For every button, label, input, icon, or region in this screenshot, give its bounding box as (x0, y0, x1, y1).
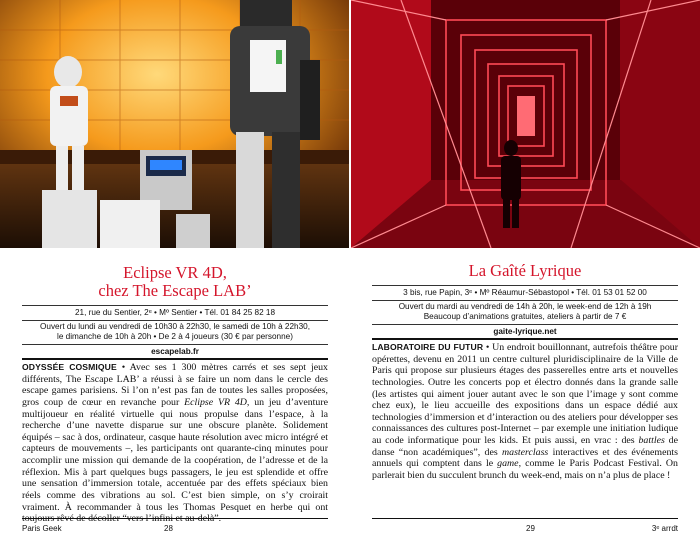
footer-rule (372, 518, 678, 519)
review-part: , comme le Paris Podcast Festival. On parlerait bien du succulent brunch du week-end, mais on n’a plus de place ! (372, 458, 678, 481)
venue-website[interactable]: gaite-lyrique.net (372, 324, 678, 339)
review-text (372, 342, 678, 482)
section-rule (372, 338, 678, 340)
page-number-left: 28 (164, 524, 173, 533)
hours-line: Ouvert du mardi au vendredi de 14h à 20h, le week-end de 12h à 19h (398, 301, 652, 311)
venue-hours (372, 300, 678, 324)
review-lead: LABORATOIRE DU FUTUR (372, 342, 484, 352)
hours-line: Ouvert du lundi au vendredi de 10h30 à 22h30, le samedi de 10h à 22h30, (40, 321, 310, 331)
review-emphasis: Eclipse VR 4D (184, 396, 247, 408)
venue-eclipse-vr (22, 248, 328, 525)
photo-eclipse-vr (0, 0, 349, 248)
footer-book-title: Paris Geek (22, 524, 62, 533)
review-emphasis: battles (638, 435, 665, 446)
venue-website[interactable]: escapelab.fr (22, 344, 328, 359)
review-part: • Un endroit bouillonnant, autrefois théâtre pour opérettes, devenu en 2011 un centre culturel pluridisciplinaire de la Ville de Paris qui propose sur plusieurs étages des passerelles entre arts et nouvelles technologies. Outre les concerts pop et électro donnés dans la grande salle (les artistes qui aiment jouer autant avec le son que l’image y sont comme chez eux), le lieu accueille des expositions dans un espace dédié aux technologies d’immersion et d’interaction ou des ateliers pour développer ses connaissances des cultures post-Internet – par exemple une initiation ludique au code informatique pour les kids. Et puis aussi, en vrac : des (372, 342, 678, 446)
footer-rule (22, 518, 328, 519)
hours-line: Beaucoup d’animations gratuites, ateliers à partir de 7 € (423, 312, 627, 321)
venue-gaite-lyrique (372, 248, 678, 482)
hours-line: le dimanche de 10h à 20h • De 2 à 4 joueurs (30 € par personne) (57, 332, 293, 341)
review-lead: ODYSSÉE COSMIQUE (22, 362, 117, 372)
title-line: Eclipse VR 4D, (123, 263, 227, 282)
photo-gaite-lyrique (351, 0, 700, 248)
title-line: chez The Escape LAB’ (98, 281, 252, 300)
venue-title: La Gaîté Lyrique (468, 261, 582, 280)
review-part: • Avec ses 1 300 mètres carrés et ses sept jeux différents, The Escape LAB’ a réussi à se faire un nom dans le cercle des escape games parisiens. Si l’on n’est pas fan de toutes les salles proposées, gros coup de cœur en revanche pour (22, 362, 328, 408)
review-part: de danse “non académiques”, des (372, 435, 678, 458)
review-part: interactives et des événements annuels qui comptent dans le (372, 446, 678, 470)
page-number-right: 29 (526, 524, 535, 533)
venue-title (22, 264, 328, 300)
review-emphasis: masterclass (502, 446, 549, 458)
review-emphasis: game (497, 458, 519, 470)
review-text (22, 362, 328, 525)
review-part: , un jeu d’aventure multijoueur en réalité virtuelle qui nous propulse dans l’espace, à la recherche d’une navette disparue sur une obscure planète. Solidement équipés – sac à dos, ordinateur, casque haute résolution avec micro intégré et capteurs de mouvements –, les participants ont quarante-cinq minutes pour accomplir une mission qui demande de la coopération, de l’adresse et de la réflexion. Mis à part quelques bugs passagers, le jeu est splendide et offre une sensation d’immersion totale, accentuée par des effets spéciaux bien réels comme des vibrations au sol. C’est bien simple, on s’y croirait vraiment. À recommander à tous les Thomas Pesquet en herbe qui ont toujours rêvé de décoller “vers l’infini et au-delà”. (22, 396, 328, 525)
footer-section-label: 3ᵉ arrdt (651, 524, 678, 533)
section-rule (22, 358, 328, 360)
venue-address: 21, rue du Sentier, 2ᵉ • Mº Sentier • Tél. 01 84 25 82 18 (22, 305, 328, 320)
venue-address: 3 bis, rue Papin, 3ᵉ • Mº Réaumur-Sébastopol • Tél. 01 53 01 52 00 (372, 285, 678, 300)
venue-hours (22, 320, 328, 344)
